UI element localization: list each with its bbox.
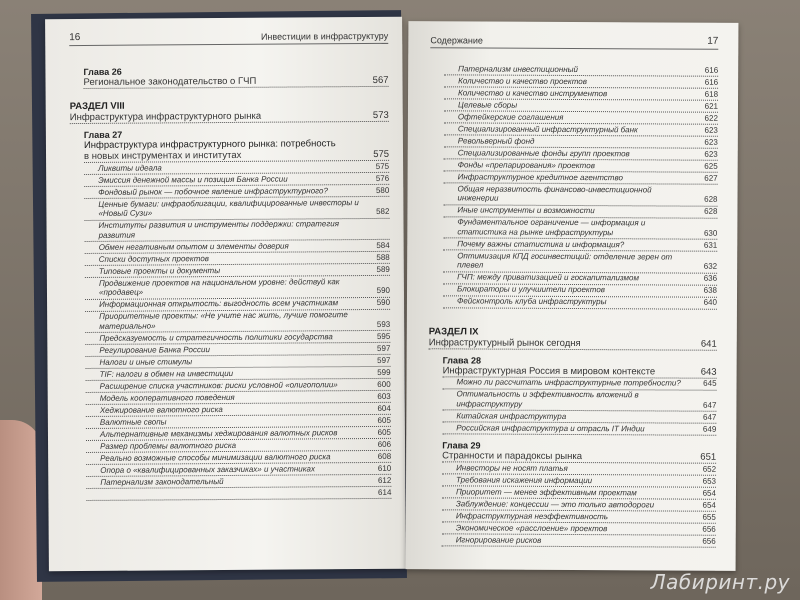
toc-entry[interactable] — [85, 309, 390, 333]
toc-entry-page: 610 — [377, 463, 392, 473]
toc-entry-title: Хеджирование валютного риска — [99, 404, 223, 415]
watermark-logo: Лабиринт.ру — [650, 570, 790, 594]
chapter-26-page: 567 — [372, 74, 389, 86]
toc-entry-title: Иные инструменты и возможности — [457, 205, 595, 216]
toc-entry[interactable] — [85, 276, 390, 300]
toc-entry-page: 605 — [377, 427, 391, 437]
section-9-page: 641 — [700, 338, 717, 350]
toc-entry-page: 623 — [704, 137, 718, 147]
toc-entry-title: Валютные свопы — [99, 416, 167, 427]
toc-entry-page: 623 — [704, 149, 718, 159]
toc-entry-title: Продвижение проектов на национальном уровне: действуй как «продавец» — [98, 276, 340, 297]
chapter-29-title: Странности и парадоксы рынка — [442, 450, 583, 463]
toc-entry-page: 603 — [377, 391, 391, 401]
toc-entry-title: Расширение списка участников: риски условной «олигополии» — [99, 379, 338, 391]
toc-entry-title: Почему важны статистика и информация? — [457, 238, 625, 249]
toc-entry-page: 608 — [377, 451, 392, 461]
toc-entry-title: Количество и качество проектов — [458, 75, 587, 86]
toc-entry-page: 582 — [376, 206, 390, 216]
toc-entry-page: 631 — [703, 240, 718, 250]
chapter-28-page: 643 — [700, 366, 717, 378]
toc-entry-title: ГЧП: между приватизацией и госкапитализмом — [457, 272, 639, 283]
toc-entry[interactable] — [84, 218, 389, 242]
toc-entry-title: Инфраструктурная неэффективность — [455, 510, 609, 521]
toc-entry-title: Опора о «квалифицированных заказчиках» и участниках — [100, 463, 315, 475]
chapter-27-entries — [84, 161, 391, 501]
toc-entry-page: 600 — [377, 379, 391, 389]
toc-entry-title: Патернализм инвестиционный — [458, 63, 579, 74]
toc-entry-title: Эмиссия денежной массы и позиция Банка России — [98, 174, 288, 185]
right-page-number: 17 — [707, 35, 719, 47]
chapter-27-title-line2: в новых инструментах и институтах — [83, 149, 242, 162]
toc-entry-title: Требования искажения информации — [456, 474, 593, 485]
toc-entry-page: 590 — [376, 285, 391, 295]
toc-entry-title: Типовые проекты и документы — [98, 265, 221, 276]
toc-entry-title: Оптимизация КПД госинвестиций: отделение зерен от плевел — [457, 250, 673, 270]
toc-entry-page: 647 — [703, 400, 717, 410]
toc-entry-title: Российская инфраструктура и отрасль IT Индии — [456, 422, 645, 433]
toc-entry-page: 645 — [703, 378, 717, 388]
toc-entry-page: 627 — [704, 173, 718, 183]
toc-entry-title: Приоритетные проекты: «Не учите нас жить, лучше помогите материально» — [99, 310, 348, 331]
chapter-26-title: Региональное законодательство о ГЧП — [83, 75, 257, 88]
toc-entry[interactable] — [442, 534, 716, 547]
toc-entry-title: Экономическое «расслоение» проектов — [455, 522, 608, 533]
toc-entry-page: 605 — [377, 415, 391, 425]
toc-entry-title — [100, 497, 365, 499]
toc-entry-title: Модель кооперативного поведения — [99, 392, 235, 403]
toc-entry-page: 625 — [704, 161, 718, 171]
toc-entry-page: 618 — [704, 89, 719, 99]
right-running-header — [430, 31, 718, 50]
toc-entry-page: 636 — [703, 273, 718, 283]
toc-entry-title: Предсказуемость и стратегичность политики государства — [99, 331, 333, 343]
toc-entry-page: 656 — [702, 524, 716, 534]
toc-entry-title: Реально возможные способы минимизации валютного риска — [100, 451, 331, 463]
section-9-title: Инфраструктурный рынок сегодня — [428, 336, 581, 349]
toc-entry[interactable] — [84, 197, 389, 221]
toc-entry-page: 638 — [703, 285, 718, 295]
left-running-header — [69, 27, 388, 46]
chapter-27-title-line1: Инфраструктура инфраструктурного рынка: потребность — [83, 138, 336, 151]
toc-entry-page: 597 — [377, 355, 391, 365]
toc-entry-title: Размер проблемы валютного риска — [100, 440, 237, 451]
chapter-27-label: Глава 27 — [83, 129, 123, 140]
toc-entry-page: 621 — [704, 101, 719, 111]
toc-entry-title: Налоги и иные стимулы — [99, 356, 193, 367]
toc-entry-title: Регулирование Банка России — [99, 344, 210, 355]
toc-entry-page: 628 — [704, 206, 718, 216]
toc-entry-page: 640 — [703, 297, 717, 307]
toc-entry-title: Целевые сборы — [457, 99, 518, 110]
section-8-title: Инфраструктура инфраструктурного рынка — [69, 110, 262, 124]
toc-entry-page: 654 — [702, 488, 716, 498]
toc-entry-page: 584 — [376, 240, 390, 250]
section-8-entry[interactable] — [70, 110, 389, 124]
toc-entry-title: Приоритет — менее эффективным проектам — [455, 486, 637, 497]
toc-entry[interactable] — [443, 217, 717, 240]
toc-entry-title: Фундаментальное ограничение — информация и статистика на рынке инфраструктуры — [457, 217, 646, 237]
left-running-title: Инвестиции в инфраструктуру — [260, 30, 389, 42]
toc-entry-page: 575 — [375, 161, 390, 171]
toc-entry-title: TIF: налоги в обмен на инвестиции — [99, 368, 234, 379]
toc-entry-page: 656 — [702, 536, 716, 546]
toc-entry-page: 628 — [704, 194, 718, 204]
toc-entry-title: Институты развития и инструменты поддержки: стратегия развития — [98, 219, 340, 240]
toc-entry[interactable] — [443, 250, 717, 273]
toc-entry-title: Офтейкерские соглашения — [457, 111, 564, 122]
toc-entry-page: 580 — [375, 185, 390, 195]
toc-entry-page: 622 — [704, 113, 718, 123]
toc-entry-title: Можно ли рассчитать инфраструктурные потребности? — [456, 377, 681, 388]
toc-entry-page: 630 — [703, 228, 718, 238]
toc-entry-page: 576 — [375, 173, 390, 183]
toc-entry-page: 616 — [704, 65, 719, 75]
toc-entry-page: 599 — [377, 367, 391, 377]
toc-entry-page: 614 — [377, 487, 392, 497]
toc-entry-title: Количество и качество инструментов — [458, 87, 608, 98]
chapter-29-page: 651 — [700, 451, 717, 463]
toc-entry[interactable] — [86, 487, 391, 501]
chapter-29-label: Глава 29 — [442, 440, 481, 451]
toc-entry-page: 647 — [702, 412, 717, 422]
toc-entry[interactable] — [443, 183, 717, 206]
chapter-27-page: 575 — [373, 148, 390, 160]
toc-entry[interactable] — [442, 389, 716, 412]
section-8-page: 573 — [372, 109, 389, 121]
toc-entry-page: 593 — [376, 319, 391, 329]
section-9-label: РАЗДЕЛ IX — [428, 325, 479, 338]
toc-entry-page: 632 — [703, 261, 718, 271]
chapter-28-title: Инфраструктурная Россия в мировом контексте — [442, 364, 656, 377]
chapter-27-entries-continued — [443, 63, 718, 309]
toc-entry-page: 590 — [376, 297, 391, 307]
chapter-28-entries — [442, 377, 716, 436]
toc-entry-title: Инвесторы не носят платья — [456, 462, 568, 473]
toc-entry-page: 595 — [376, 331, 391, 341]
toc-entry-title: Китайская инфраструктура — [456, 410, 567, 421]
chapter-29-entries — [442, 462, 716, 547]
right-page — [406, 21, 739, 571]
toc-entry-title: Игнорирование рисков — [455, 534, 542, 545]
toc-entry-title: Обмен негативным опытом и элементы доверия — [98, 241, 289, 252]
section-9-entry[interactable] — [429, 337, 717, 351]
toc-entry-title: Блокираторы и улучшители проектов — [457, 284, 606, 295]
toc-entry-page: 652 — [702, 464, 717, 474]
chapter-26-entry[interactable] — [83, 75, 388, 89]
chapter-28-label: Глава 28 — [442, 354, 482, 366]
toc-entry-page: 597 — [376, 343, 391, 353]
chapter-26-label: Глава 26 — [83, 66, 122, 77]
toc-entry-title: Списки доступных проектов — [98, 253, 209, 264]
toc-entry-page: 588 — [376, 252, 390, 262]
toc-entry[interactable] — [442, 422, 716, 435]
right-running-title: Содержание — [430, 35, 483, 46]
toc-entry-title: Альтернативные механизмы хеджирования валютных рисков — [99, 427, 338, 439]
toc-entry-title: Фонды «препарирования» проектов — [457, 159, 595, 170]
toc-entry-page: 612 — [377, 475, 392, 485]
section-8-label: РАЗДЕЛ VIII — [69, 100, 125, 113]
toc-entry-page: 616 — [704, 77, 719, 87]
toc-entry-title: Специализированный инфраструктурный банк — [457, 123, 638, 134]
left-toc — [69, 59, 391, 501]
toc-entry-title: Фондовый рынок — побочное явление инфраструктурного? — [98, 185, 328, 197]
toc-entry-title: Ценные бумаги: инфраоблигации, квалифицированные инвесторы и «Новый Сузи» — [98, 197, 359, 218]
toc-entry-title: Ликвиты идеала — [98, 162, 162, 173]
left-page — [45, 17, 406, 571]
toc-entry-title: Специализированные фонды групп проектов — [457, 147, 630, 158]
left-page-number: 16 — [69, 32, 81, 44]
toc-entry-title: Фейсконтроль клуба инфраструктуры — [456, 296, 607, 307]
toc-entry-page: 589 — [376, 264, 390, 274]
toc-entry-page: 655 — [702, 512, 716, 522]
toc-entry-title: Патернализм законодательный — [100, 476, 224, 487]
toc-entry-page: 623 — [704, 125, 718, 135]
toc-entry-page: 649 — [702, 424, 717, 434]
toc-entry-page: 654 — [702, 500, 716, 510]
toc-entry-title: Заблуждение: концессии — это только автодороги — [455, 498, 655, 509]
toc-entry-title: Инфраструктурное кредитное агентство — [457, 171, 623, 182]
toc-entry-title: Общая неразвитость финансово-инвестиционной инженерии — [457, 183, 652, 203]
toc-entry-title: Информационная открытость: выгодность всем участникам — [99, 298, 339, 309]
toc-entry-page: 653 — [702, 476, 717, 486]
toc-entry-title: Револьверный фонд — [457, 135, 535, 146]
toc-entry-page: 604 — [377, 403, 391, 413]
right-toc — [428, 63, 719, 548]
toc-entry-title: Оптимальность и эффективность вложений в инфраструктуру — [456, 389, 639, 409]
toc-entry[interactable] — [443, 296, 717, 309]
toc-entry-page: 606 — [377, 439, 392, 449]
